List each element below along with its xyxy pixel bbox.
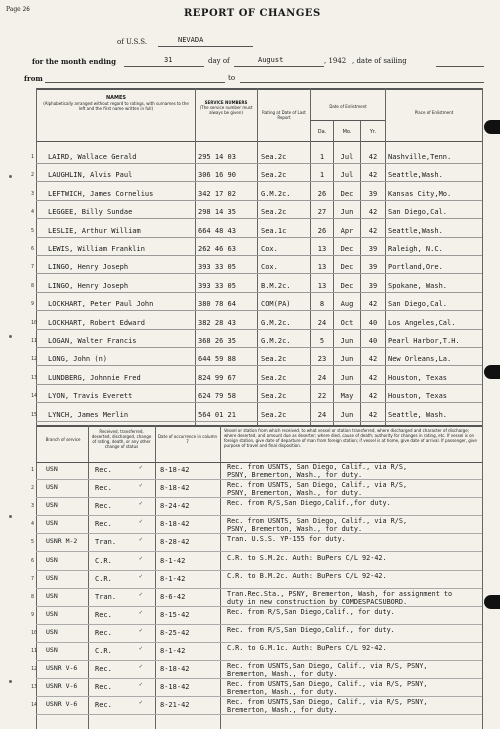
status-change: Rec.	[95, 484, 112, 493]
branch-of-service: USN	[46, 502, 58, 510]
rating: G.M.2c.	[261, 337, 291, 345]
rating: G.M.2c.	[261, 189, 291, 198]
remark-line: Rec. from R/S,San Diego,Calif., for duty.	[227, 625, 395, 634]
enlist-day: 26	[317, 189, 327, 198]
branch-of-service: USN	[46, 592, 58, 600]
row-rule	[36, 255, 482, 256]
row-rule	[36, 678, 482, 679]
status-change: Tran.	[95, 538, 117, 547]
row-number: 7	[31, 575, 35, 582]
rating: Cox.	[261, 245, 278, 253]
enlist-day: 26	[317, 226, 327, 235]
service-number: 382 28 43	[198, 318, 236, 327]
punch-hole	[9, 335, 12, 338]
check-mark: ✓	[139, 572, 143, 580]
row-rule	[36, 479, 482, 480]
enlist-place: Kansas City,Mo.	[388, 189, 452, 198]
enlist-day: 22	[317, 392, 327, 401]
enlist-month: Jun	[340, 208, 354, 217]
check-mark: ✓	[139, 626, 143, 634]
status-change: C.R.	[95, 647, 112, 655]
day-value: 31	[164, 56, 173, 64]
row-rule	[36, 200, 482, 201]
status-change: Rec.	[95, 701, 112, 710]
row-number: 12	[31, 356, 38, 363]
row-rule	[36, 588, 482, 589]
row-rule	[36, 533, 482, 534]
row-number: 2	[31, 172, 35, 179]
status-change: Rec.	[95, 665, 112, 674]
service-number: 624 79 58	[198, 392, 236, 401]
status-change: Rec.	[95, 628, 112, 637]
enlist-day: 24	[317, 318, 327, 327]
day-of-label: day of	[208, 57, 230, 65]
remark-line: PSNY, Bremerton, Wash., for duty.	[227, 525, 363, 534]
da-header: Da.	[317, 129, 327, 135]
person-name: LOCKHART, Robert Edward	[48, 318, 145, 327]
enlist-year: 39	[368, 245, 378, 253]
row-rule	[36, 570, 482, 571]
service-number: 380 78 64	[198, 300, 236, 309]
rating: Sea.2c	[261, 373, 287, 382]
remarks-header: Vessel or station from which received, to what vessel or station transferred, where discharged and character of discharge; where deserted, and amount due as deserter; where died, cause of death; authority for changes in rating, etc. If vessel is on foreign station, give date of departure of man from foreign station; if vessel is at home, give date of arrival. If passenger, give purpose of travel and final disposition.	[224, 428, 477, 448]
enlist-place: Pearl Harbor,T.H.	[388, 337, 460, 345]
status-change: Rec.	[95, 610, 112, 619]
row-number: 12	[31, 666, 38, 673]
remark-line: PSNY, Bremerton, Wash., for duty.	[227, 489, 363, 498]
row-rule	[36, 606, 482, 607]
enlist-year: 42	[368, 300, 378, 309]
enlist-year: 42	[368, 355, 378, 364]
remark-line: Rec. from USNTS,San Diego, Calif., via R/S, PSNY,	[227, 680, 428, 689]
binder-tab	[484, 120, 500, 134]
binder-tab	[484, 365, 500, 379]
remark-line: C.R. to S.M.2c. Auth: BuPers C/L 92-42.	[227, 553, 387, 562]
page-title: REPORT OF CHANGES	[184, 8, 321, 19]
check-mark: ✓	[139, 681, 143, 689]
enlist-place: Seattle,Wash.	[388, 226, 443, 235]
names-column-header: NAMES (Alphabetically arranged without regard to ratings, with surnames to the left and the first name written in full)	[43, 95, 189, 111]
enlist-month: Dec	[340, 189, 354, 198]
rating: Sea.2c	[261, 153, 287, 161]
enlist-month: Jul	[340, 153, 354, 161]
row-rule	[36, 515, 482, 516]
remark-line: Rec. from USNTS, San Diego, Calif., via R/S,	[227, 463, 408, 471]
remark-line: Rec. from USNTS,San Diego, Calif., via R/S, PSNY,	[227, 698, 428, 707]
enlist-year: 42	[368, 153, 378, 161]
person-name: LEFTWICH, James Cornelius	[48, 189, 154, 198]
row-rule	[36, 696, 482, 697]
service-numbers-header: SERVICE NUMBERS (The service number must always be given)	[199, 100, 253, 115]
punch-hole	[9, 515, 12, 518]
enlist-day: 1	[319, 153, 325, 161]
status-change: Rec.	[95, 466, 112, 474]
person-name: LAUGHLIN, Alvis Paul	[48, 171, 133, 180]
remark-line: Bremerton, Wash., for duty.	[227, 706, 338, 715]
remark-line: Rec. from USNTS, San Diego, Calif., via R/S,	[227, 481, 408, 490]
enlist-day: 24	[317, 410, 327, 419]
service-number: 298 14 35	[198, 208, 236, 217]
row-rule	[36, 551, 482, 552]
row-rule	[36, 642, 482, 643]
enlist-place: Raleigh, N.C.	[388, 245, 443, 253]
row-number: 8	[31, 593, 35, 600]
enlist-month: Apr	[340, 226, 354, 235]
row-number: 9	[31, 301, 35, 308]
enlist-day: 13	[317, 263, 327, 272]
enlist-day: 13	[317, 281, 327, 290]
date-of-occurrence: 8-6-42	[160, 592, 186, 601]
row-rule	[36, 660, 482, 661]
rating: Sea.2c	[261, 392, 287, 401]
row-number: 11	[31, 648, 38, 654]
enlist-place: Nashville,Tenn.	[388, 153, 452, 161]
row-rule	[36, 714, 482, 715]
enlist-year: 40	[368, 337, 378, 345]
enlist-month: May	[340, 392, 354, 401]
check-mark: ✓	[139, 500, 143, 508]
service-number: 664 48 43	[198, 226, 236, 235]
date-of-occurrence: 8-18-42	[160, 665, 190, 674]
date-of-occurrence: 8-24-42	[160, 502, 190, 511]
row-number: 2	[31, 485, 35, 492]
date-of-occurrence: 8-21-42	[160, 701, 190, 710]
person-name: LOGAN, Walter Francis	[48, 337, 137, 345]
rating: Sea.1c	[261, 226, 287, 235]
row-number: 1	[31, 467, 35, 473]
rating: Sea.2c	[261, 410, 287, 419]
row-number: 6	[31, 557, 35, 564]
enlist-place: Houston, Texas	[388, 373, 448, 382]
remark-line: Rec. from USNTS,San Diego, Calif., via R/S, PSNY,	[227, 662, 428, 671]
branch-of-service: USN	[46, 556, 58, 564]
enlist-year: 40	[368, 318, 378, 327]
enlist-place: Seattle,Wash.	[388, 171, 443, 180]
enlist-day: 8	[319, 300, 325, 309]
rating-header: Rating at Date of Last Report	[262, 110, 306, 120]
service-number: 342 17 02	[198, 189, 236, 198]
status-change: Rec.	[95, 520, 112, 529]
row-number: 3	[31, 503, 35, 510]
row-rule	[36, 181, 482, 182]
row-rule	[36, 218, 482, 219]
enlist-day: 23	[317, 355, 327, 364]
row-number: 9	[31, 611, 35, 618]
row-rule	[36, 421, 482, 422]
person-name: LEGGEE, Billy Sundae	[48, 208, 133, 217]
check-mark: ✓	[139, 645, 143, 652]
enlist-place: Spokane, Wash.	[388, 281, 448, 290]
person-name: LONG, John (n)	[48, 355, 108, 364]
row-number: 8	[31, 282, 35, 289]
check-mark: ✓	[139, 590, 143, 598]
month-value: August	[258, 56, 284, 64]
status-change: Rec.	[95, 683, 112, 692]
check-mark: ✓	[139, 554, 143, 562]
branch-of-service: USN	[46, 520, 58, 528]
remark-line: Rec. from R/S,San Diego,Calif.,for duty.	[227, 499, 391, 508]
row-number: 10	[31, 629, 38, 636]
row-rule	[36, 273, 482, 274]
rating: Sea.2c	[261, 355, 287, 364]
service-number: 393 33 05	[198, 263, 236, 272]
rating: Sea.2c	[261, 208, 287, 217]
enlist-year: 39	[368, 281, 378, 290]
service-number: 644 59 88	[198, 355, 236, 364]
person-name: LESLIE, Arthur William	[48, 226, 141, 235]
year-value: , 1942	[324, 57, 347, 65]
from-label: from	[24, 74, 43, 83]
check-mark: ✓	[139, 464, 143, 471]
status-change: Rec.	[95, 502, 112, 511]
row-rule	[36, 624, 482, 625]
row-number: 4	[31, 209, 35, 216]
date-of-occurrence: 8-1-42	[160, 647, 186, 655]
person-name: LAIRD, Wallace Gerald	[48, 153, 137, 161]
enlist-month: Dec	[340, 245, 354, 253]
branch-of-service: USN	[46, 628, 58, 636]
enlist-month: Jun	[340, 373, 354, 382]
enlist-year: 39	[368, 189, 378, 198]
remark-line: C.R. to B.M.2c. Auth: BuPers C/L 92-42.	[227, 571, 387, 580]
enlist-month: Jul	[340, 171, 354, 180]
check-mark: ✓	[139, 608, 143, 616]
enlist-month: Aug	[340, 300, 354, 309]
row-number: 14	[31, 702, 38, 709]
enlist-place: Houston, Texas	[388, 392, 448, 401]
enlist-day: 27	[317, 208, 327, 217]
remark-line: Rec. from USNTS, San Diego, Calif., via R/S,	[227, 517, 408, 526]
branch-header: Branch of service	[45, 437, 81, 442]
check-mark: ✓	[139, 699, 143, 707]
row-number: 3	[31, 190, 35, 197]
service-number: 824 99 67	[198, 373, 236, 382]
row-rule	[36, 163, 482, 164]
enlist-year: 42	[368, 208, 378, 217]
rating: COM(PA)	[261, 300, 291, 309]
row-rule	[36, 292, 482, 293]
remark-line: Tran.Rec.Sta., PSNY, Bremerton, Wash, for assignment to	[227, 589, 453, 598]
remark-line: Rec. from R/S,San Diego,Calif., for duty.	[227, 607, 395, 616]
person-name: LINGO, Henry Joseph	[48, 263, 129, 272]
enlist-month: Jun	[340, 355, 354, 364]
to-label: to	[228, 74, 236, 82]
row-rule	[36, 402, 482, 403]
rating: G.M.2c.	[261, 318, 291, 327]
mo-header: Mo.	[342, 129, 352, 135]
branch-of-service: USN	[46, 484, 58, 492]
enlist-place: San Diego,Cal.	[388, 208, 448, 217]
check-mark: ✓	[139, 536, 143, 544]
row-rule	[36, 384, 482, 385]
rating: Sea.2c	[261, 171, 287, 180]
enlist-month: Jun	[340, 410, 354, 419]
place-enlistment-header: Place of Enlistment	[414, 110, 454, 115]
branch-of-service: USNR M-2	[46, 538, 78, 546]
service-number: 262 46 63	[198, 245, 236, 253]
service-number: 306 16 90	[198, 171, 236, 180]
check-mark: ✓	[139, 482, 143, 490]
rating: Cox.	[261, 263, 278, 272]
enlist-place: San Diego,Cal.	[388, 300, 448, 309]
row-rule	[36, 329, 482, 330]
enlist-year: 42	[368, 392, 378, 401]
row-rule	[36, 365, 482, 366]
row-number: 4	[31, 521, 35, 528]
person-name: LYNCH, James Merlin	[48, 410, 129, 419]
person-name: LYON, Travis Everett	[48, 392, 133, 401]
branch-of-service: USN	[46, 466, 58, 473]
enlist-day: 1	[319, 171, 325, 180]
branch-of-service: USN	[46, 647, 58, 654]
status-change: Tran.	[95, 592, 117, 601]
ship-name: NEVADA	[178, 36, 204, 44]
received-header: Received, transferred, deserted, discharged, change of rating, death, or any other change of status	[91, 429, 152, 449]
row-number: 11	[31, 338, 38, 344]
service-number: 393 33 05	[198, 281, 236, 290]
check-mark: ✓	[139, 518, 143, 526]
enlist-month: Oct	[340, 318, 354, 327]
enlist-place: New Orleans,La.	[388, 355, 452, 364]
status-change: C.R.	[95, 556, 112, 565]
month-ending-label: for the month ending	[32, 57, 117, 66]
sailing-label: , date of sailing	[352, 57, 407, 65]
date-of-occurrence: 8-18-42	[160, 520, 190, 529]
date-of-occurrence: 8-15-42	[160, 610, 190, 619]
person-name: LOCKHART, Peter Paul John	[48, 300, 154, 309]
row-number: 1	[31, 154, 35, 160]
person-name: LINGO, Henry Joseph	[48, 281, 129, 290]
status-change: C.R.	[95, 574, 112, 583]
row-rule	[36, 347, 482, 348]
row-number: 6	[31, 246, 35, 252]
enlist-month: Dec	[340, 263, 354, 272]
person-name: LEWIS, William Franklin	[48, 245, 145, 253]
row-number: 5	[31, 539, 35, 546]
uss-label: of U.S.S.	[117, 38, 148, 46]
row-number: 5	[31, 227, 35, 234]
enlist-year: 42	[368, 373, 378, 382]
enlist-place: Los Angeles,Cal.	[388, 318, 456, 327]
date-occurrence-header: Date of occurrence in column 7	[157, 434, 218, 444]
branch-of-service: USNR V-6	[46, 701, 78, 709]
person-name: LUNDBERG, Johnnie Fred	[48, 373, 141, 382]
enlist-year: 42	[368, 171, 378, 180]
enlist-year: 39	[368, 263, 378, 272]
remark-line: Tran. U.S.S. YP-155 for duty.	[227, 535, 346, 544]
service-number: 368 26 35	[198, 337, 236, 345]
remark-line: Bremerton, Wash., for duty.	[227, 670, 338, 679]
date-of-occurrence: 8-25-42	[160, 628, 190, 637]
row-rule	[36, 310, 482, 311]
row-rule	[36, 497, 482, 498]
branch-of-service: USNR V-6	[46, 665, 78, 673]
remark-line: duty in new construction by COMDESPACSUBORD.	[227, 597, 408, 606]
enlist-month: Dec	[340, 281, 354, 290]
row-number: 14	[31, 393, 38, 400]
date-of-occurrence: 8-1-42	[160, 574, 186, 583]
row-number: 13	[31, 684, 38, 691]
branch-of-service: USNR V-6	[46, 683, 78, 691]
date-of-occurrence: 8-1-42	[160, 556, 186, 565]
enlist-year: 42	[368, 410, 378, 419]
enlist-day: 13	[317, 245, 327, 253]
date-enlistment-header: Date of Enlistment	[329, 104, 367, 109]
enlist-month: Jun	[340, 337, 354, 345]
date-of-occurrence: 8-28-42	[160, 538, 190, 547]
branch-of-service: USN	[46, 574, 58, 582]
branch-of-service: USN	[46, 610, 58, 618]
check-mark: ✓	[139, 663, 143, 671]
enlist-day: 24	[317, 373, 327, 382]
enlist-place: Portland,Ore.	[388, 263, 443, 272]
row-rule	[36, 237, 482, 238]
service-number: 564 01 21	[198, 410, 236, 419]
yr-header: Yr.	[369, 129, 377, 135]
service-number: 295 14 03	[198, 153, 236, 161]
punch-hole	[9, 680, 12, 683]
punch-hole	[9, 175, 12, 178]
page-label: Page 26	[6, 6, 30, 13]
remark-line: Bremerton, Wash., for duty.	[227, 688, 338, 697]
date-of-occurrence: 8-18-42	[160, 466, 190, 474]
row-number: 10	[31, 319, 38, 326]
row-number: 7	[31, 264, 35, 271]
binder-tab	[484, 595, 500, 609]
enlist-place: Seattle, Wash.	[388, 410, 448, 419]
rating: B.M.2c.	[261, 281, 291, 290]
row-number: 15	[31, 411, 38, 418]
remark-line: C.R. to G.M.1c. Auth: BuPers C/L 92-42.	[227, 644, 387, 652]
row-number: 13	[31, 374, 38, 381]
enlist-year: 42	[368, 226, 378, 235]
date-of-occurrence: 8-18-42	[160, 683, 190, 692]
date-of-occurrence: 8-18-42	[160, 484, 190, 493]
enlist-day: 5	[319, 337, 325, 345]
remark-line: PSNY, Bremerton, Wash., for duty.	[227, 471, 363, 479]
